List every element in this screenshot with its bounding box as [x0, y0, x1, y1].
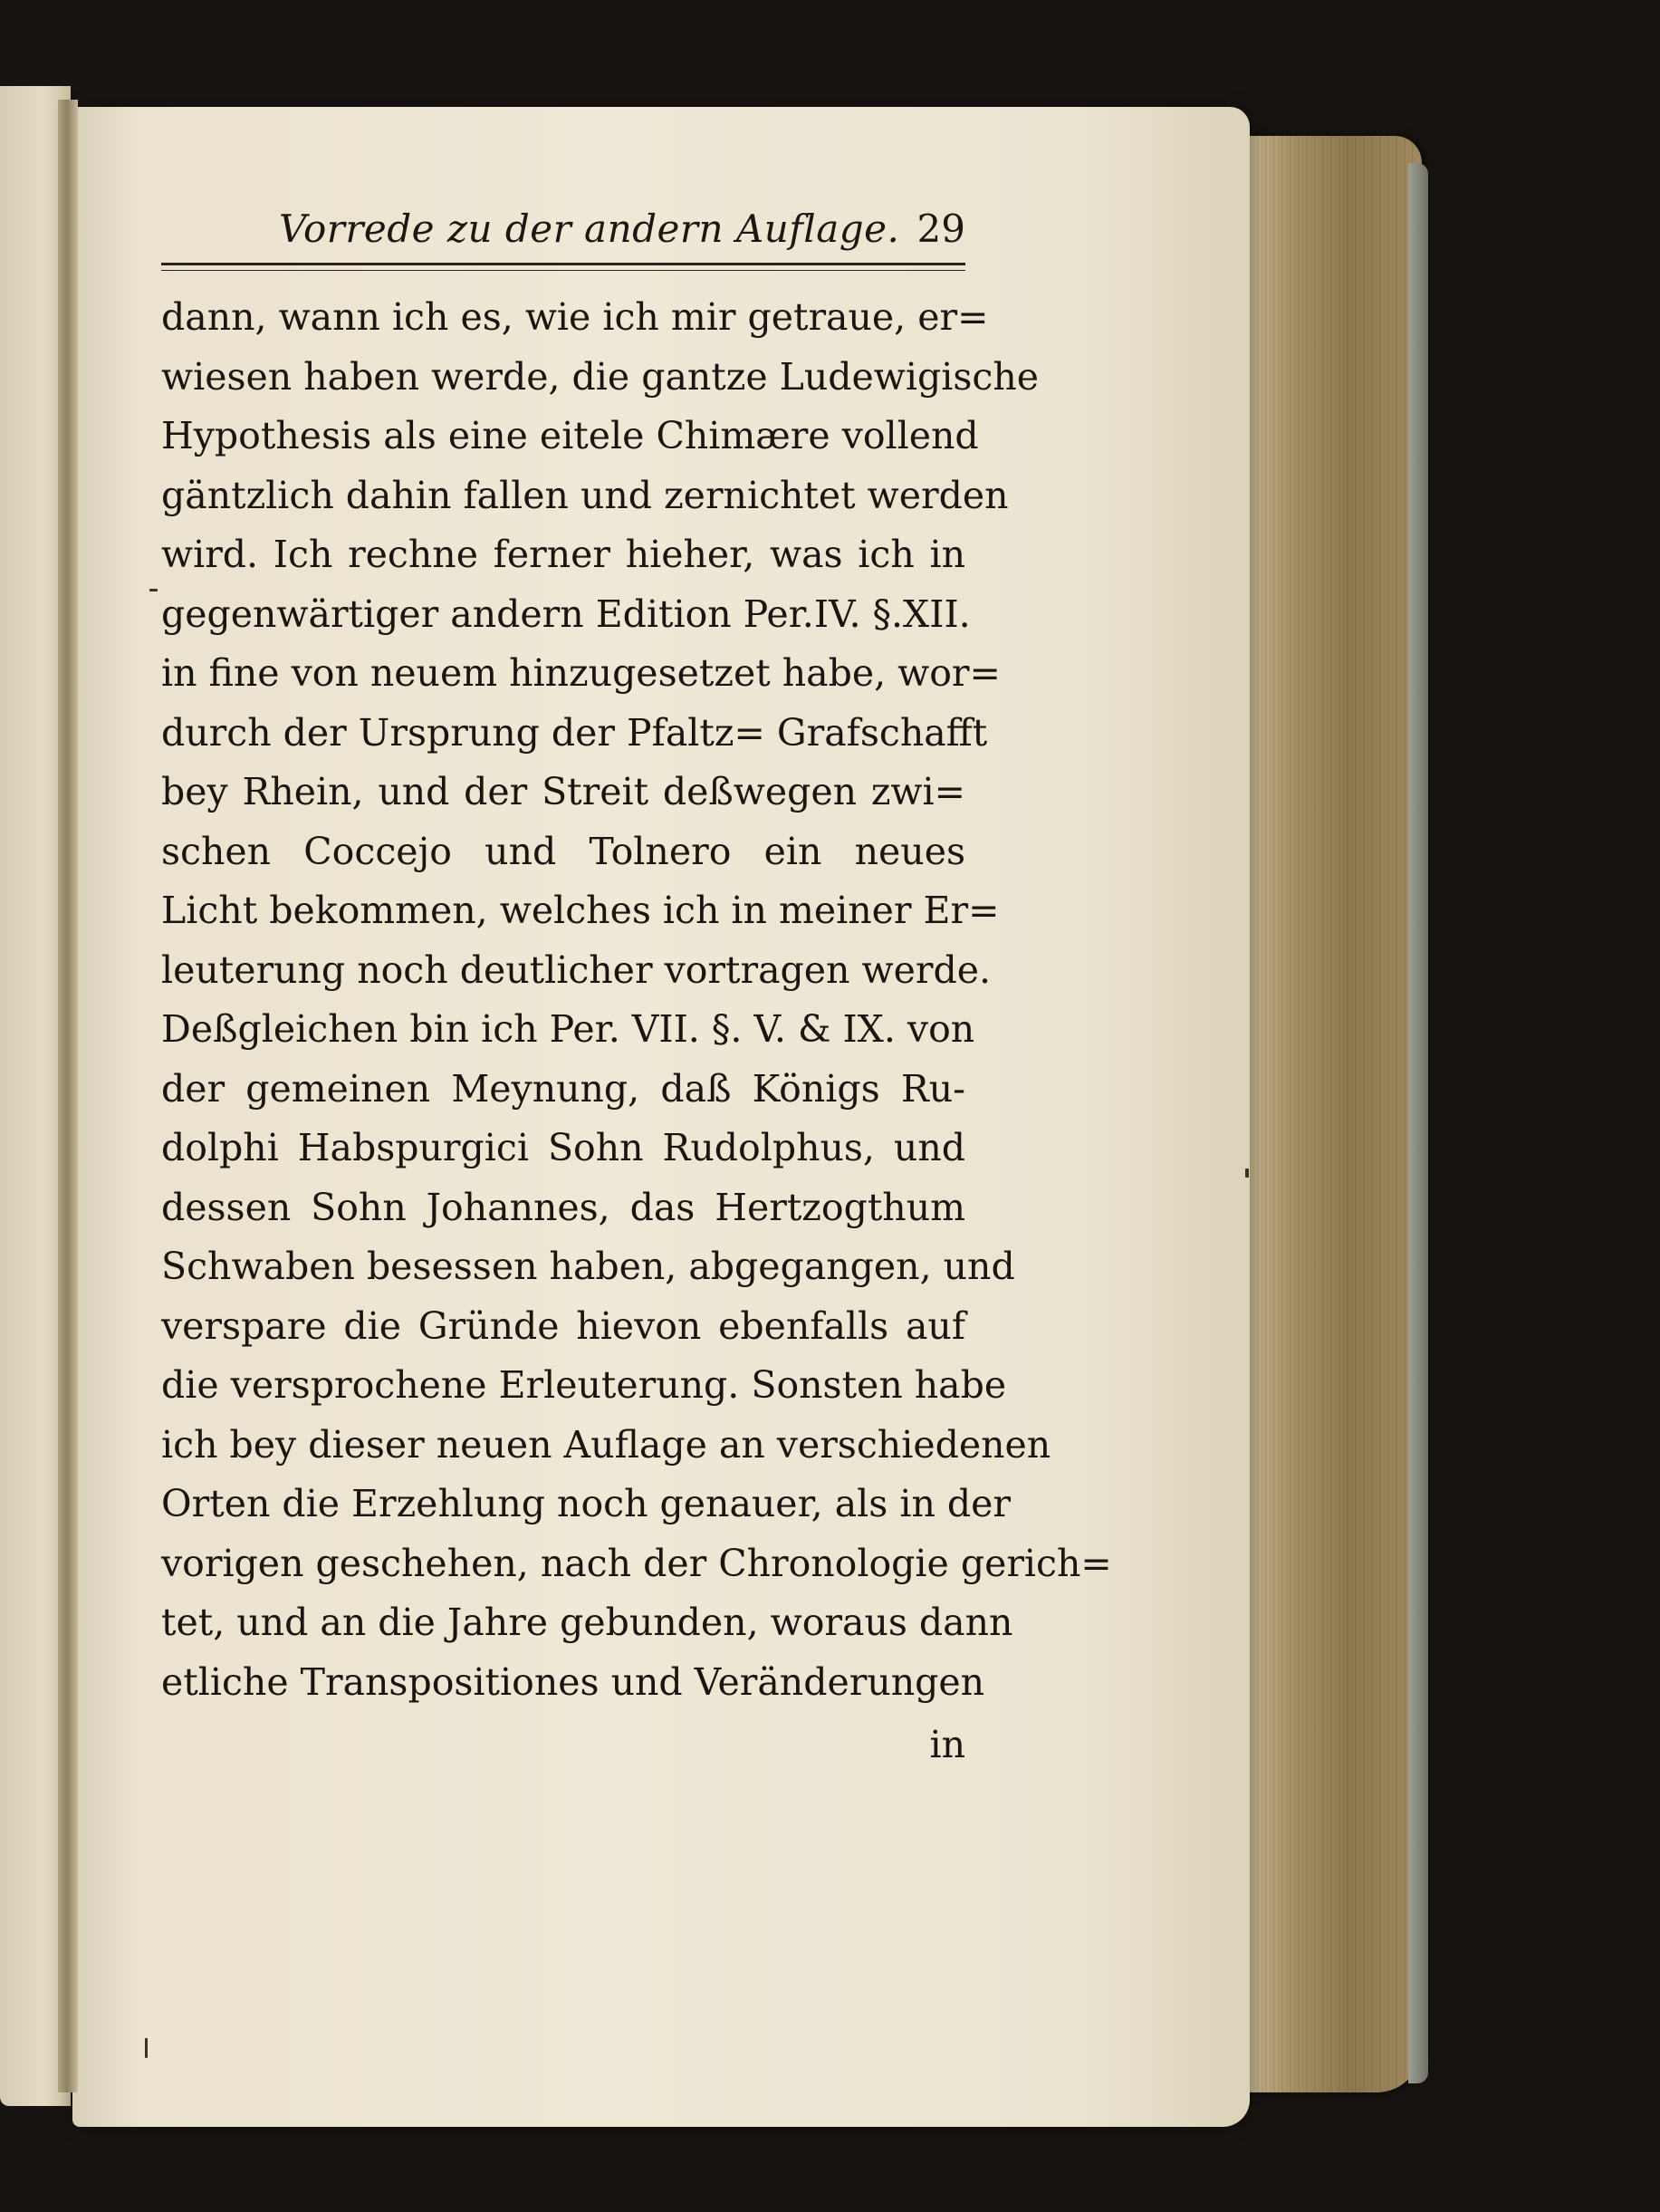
text-line: bey Rhein, und der Streit deßwegen zwi=	[161, 770, 965, 813]
text-line: tet, und an die Jahre gebunden, woraus dann	[161, 1601, 1013, 1644]
running-head-title: Vorrede zu der andern Auflage.	[279, 207, 900, 251]
text-line: dann, wann ich es, wie ich mir getraue, er=	[161, 295, 989, 339]
text-line: gegenwärtiger andern Edition Per.IV. §.XII.	[161, 591, 971, 636]
text-line: wiesen haben werde, die gantze Ludewigische	[161, 354, 1040, 399]
text-line: wird. Ich rechne ferner hieher, was ich in	[161, 533, 965, 576]
header-rule	[161, 263, 965, 271]
text-line: gäntzlich dahin fallen und zernichtet werden	[161, 473, 1009, 517]
text-line: leuterung noch deutlicher vortragen werde.	[161, 947, 991, 992]
text-line: Licht bekommen, welches ich in meiner Er=	[161, 889, 1000, 932]
book-gutter	[58, 100, 78, 2092]
running-head	[161, 207, 965, 264]
text-line: vorigen geschehen, nach der Chronologie gerich=	[161, 1541, 1112, 1585]
text-line: Orten die Erzehlung noch genauer, als in der	[161, 1482, 1012, 1525]
text-line: Hypothesis als eine eitele Chimære vollend	[161, 414, 979, 457]
text-line: etliche Transpositiones und Veränderungen	[161, 1659, 985, 1704]
text-line: der gemeinen Meynung, daß Königs Ru-	[161, 1066, 965, 1111]
text-line: ich bey dieser neuen Auflage an verschiedenen	[161, 1422, 1051, 1467]
text-line: dessen Sohn Johannes, das Hertzogthum	[161, 1185, 965, 1229]
page-number: 29	[916, 207, 965, 251]
catchword: in	[929, 1723, 965, 1766]
margin-mark	[1245, 1169, 1249, 1178]
book-cover-edge	[1408, 163, 1428, 2083]
text-line: die versprochene Erleuterung. Sonsten habe	[161, 1363, 1007, 1407]
text-line: schen Coccejo und Tolnero ein neues	[161, 829, 965, 873]
text-line: verspare die Gründe hievon ebenfalls auf	[161, 1303, 965, 1348]
book-fore-edge	[1241, 136, 1422, 2092]
text-line: Deßgleichen bin ich Per. VII. §. V. & IX. von	[161, 1007, 975, 1051]
text-line: Schwaben besessen haben, abgegangen, und	[161, 1245, 1015, 1288]
text-line: dolphi Habspurgici Sohn Rudolphus, und	[161, 1126, 965, 1169]
margin-mark	[149, 589, 158, 591]
text-line: in fine von neuem hinzugesetzet habe, wor=	[161, 651, 1001, 695]
margin-mark	[145, 2038, 148, 2058]
body-text	[161, 288, 1112, 1775]
text-line: durch der Ursprung der Pfaltz= Grafschafft	[161, 710, 988, 755]
